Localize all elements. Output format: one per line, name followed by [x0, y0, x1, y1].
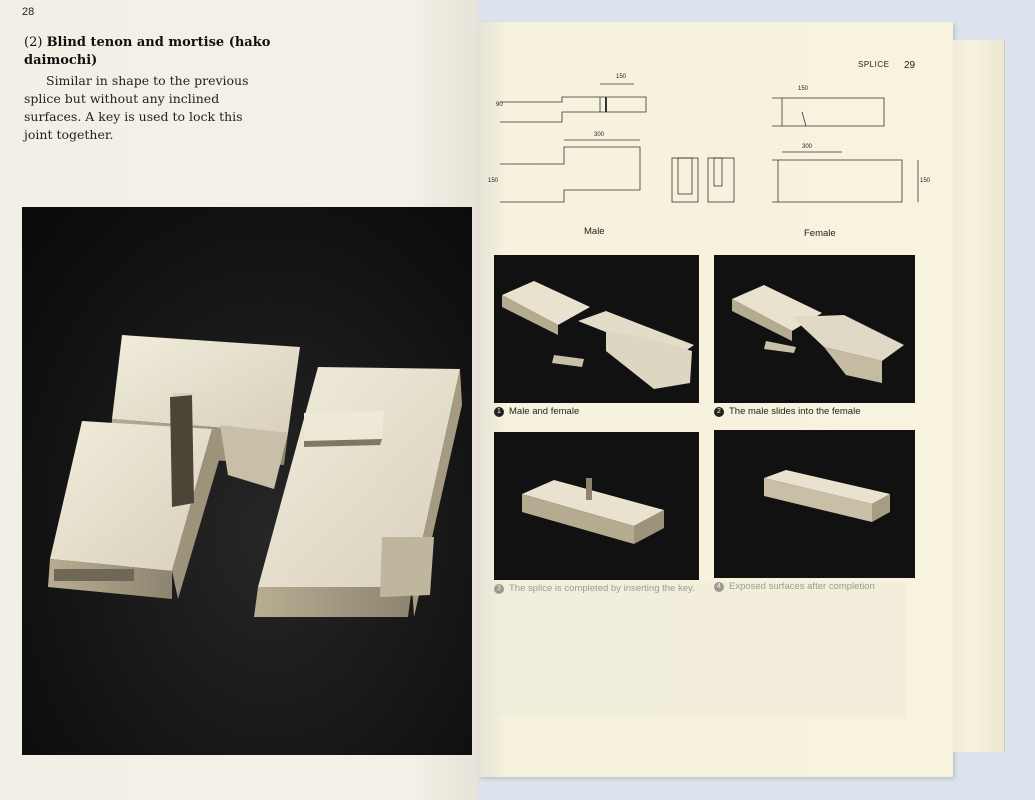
caption-1: [494, 405, 699, 418]
photo-male-and-female: [494, 255, 699, 403]
dim-top-left: 150: [616, 74, 627, 80]
running-head: SPLICE: [858, 60, 890, 69]
page-number-right: 29: [904, 60, 916, 71]
main-photo: [22, 207, 472, 755]
dim-height-right: 150: [920, 178, 931, 184]
photo-exposed-surfaces: [714, 430, 915, 578]
section-body-text: Similar in shape to the previous splice but without any inclined surfaces. A key is used to lock this joint together.: [24, 73, 249, 142]
dim-top-right: 150: [798, 86, 809, 92]
label-female: Female: [804, 228, 836, 239]
splice-drawings: [482, 72, 932, 232]
page-edges: [953, 40, 1005, 752]
left-page: [0, 0, 478, 800]
photo-splice-completed: [494, 432, 699, 580]
marker-2: 2: [714, 407, 724, 417]
blank-lower-area: [492, 582, 906, 717]
photo-2-illustration: [714, 255, 915, 403]
male-piece: [48, 335, 300, 599]
section-number: (2): [24, 35, 43, 50]
caption-2-text: The male slides into the female: [729, 406, 861, 417]
page-number-left: 28: [22, 6, 35, 18]
photo-3-illustration: [494, 432, 699, 580]
right-page: [478, 22, 953, 777]
male-drawing: [500, 84, 734, 202]
dim-side: 90: [496, 102, 503, 108]
dim-mid-right: 300: [802, 144, 813, 150]
dim-height-left: 150: [488, 178, 499, 184]
label-male: Male: [584, 226, 605, 237]
caption-2: [714, 405, 919, 418]
section-title: Blind tenon and mortise (hako daimochi): [24, 35, 271, 68]
caption-1-text: Male and female: [509, 406, 580, 417]
marker-1: 1: [494, 407, 504, 417]
photo-4-illustration: [714, 430, 915, 578]
section-heading: [24, 34, 274, 70]
dim-mid-left: 300: [594, 132, 605, 138]
female-drawing: [772, 98, 918, 202]
photo-1-illustration: [494, 255, 699, 403]
photo-male-slides-in: [714, 255, 915, 403]
joint-photo-illustration: [22, 207, 472, 755]
